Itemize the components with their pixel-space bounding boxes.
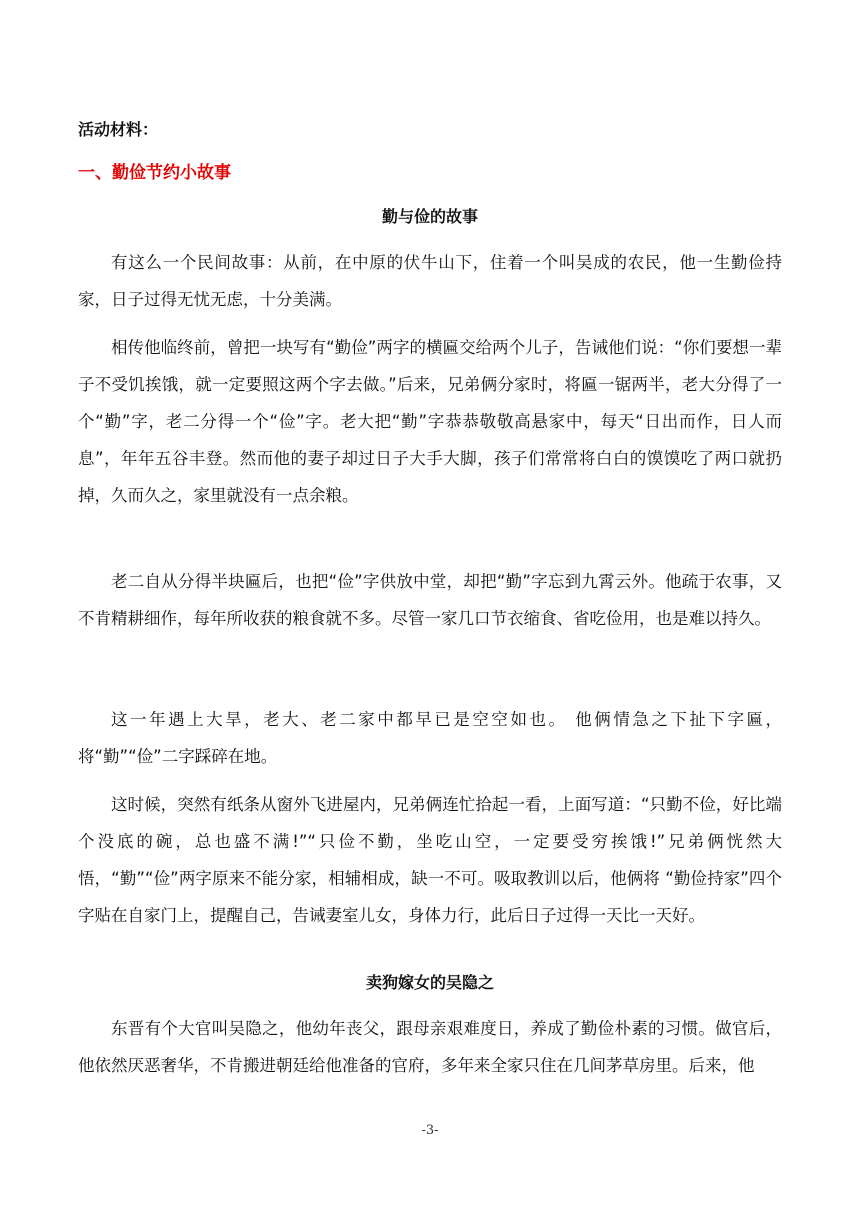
- story-1-paragraph-2: 相传他临终前，曾把一块写有“勤俭”两字的横匾交给两个儿子，告诫他们说：“你们要想一辈子不受饥挨饿，就一定要照这两个字去做。”后来，兄弟俩分家时，将匾一锯两半，老大分得了一个“勤”字，老二分得一个“俭”字。老大把“勤”字恭恭敬敬高悬家中，每天“日出而作，日人而息”，年年五谷丰登。然而他的妻子却过日子大手大脚，孩子们常常将白白的馍馍吃了两口就扔掉，久而久之，家里就没有一点余粮。: [78, 338, 782, 505]
- story-title-2: 卖狗嫁女的吴隐之: [365, 973, 494, 992]
- story-2-paragraph-1: 东晋有个大官叫吴隐之，他幼年丧父，跟母亲艰难度日，养成了勤俭朴素的习惯。做官后，他依然厌恶奢华，不肯搬进朝廷给他准备的官府，多年来全家只住在几间茅草房里。后来，他: [78, 1019, 782, 1075]
- activity-materials-label: 活动材料：: [78, 120, 159, 139]
- story-1-paragraph-3: 老二自从分得半块匾后，也把“俭”字供放中堂，却把“勤”字忘到九霄云外。他疏于农事，又不肯精耕细作，每年所收获的粮食就不多。尽管一家几口节衣缩食、省吃俭用，也是难以持久。: [78, 572, 782, 628]
- story-1-paragraph-1: 有这么一个民间故事：从前，在中原的伏牛山下，住着一个叫吴成的农民，他一生勤俭持家，日子过得无忧无虑，十分美满。: [78, 253, 782, 309]
- story-1-paragraph-5: 这时候，突然有纸条从窗外飞进屋内，兄弟俩连忙拾起一看，上面写道：“只勤不俭，好比端个没底的碗，总也盛不满!”“只俭不勤，坐吃山空，一定要受穷挨饿!”兄弟俩恍然大悟，“勤”“俭”两字原来不能分家，相辅相成，缺一不可。吸取教训以后，他俩将 “勤俭持家”四个字贴在自家门上，提醒自己，告诫妻室儿女，身体力行，此后日子过得一天比一天好。: [78, 795, 782, 925]
- story-1-paragraph-4: 这一年遇上大旱，老大、老二家中都早已是空空如也。 他俩情急之下扯下字匾，将“勤”“俭”二字踩碎在地。: [78, 710, 782, 766]
- story-title-1: 勤与俭的故事: [381, 207, 478, 226]
- section-heading: 一、勤俭节约小故事: [78, 163, 231, 183]
- page-number: -3-: [421, 1123, 439, 1138]
